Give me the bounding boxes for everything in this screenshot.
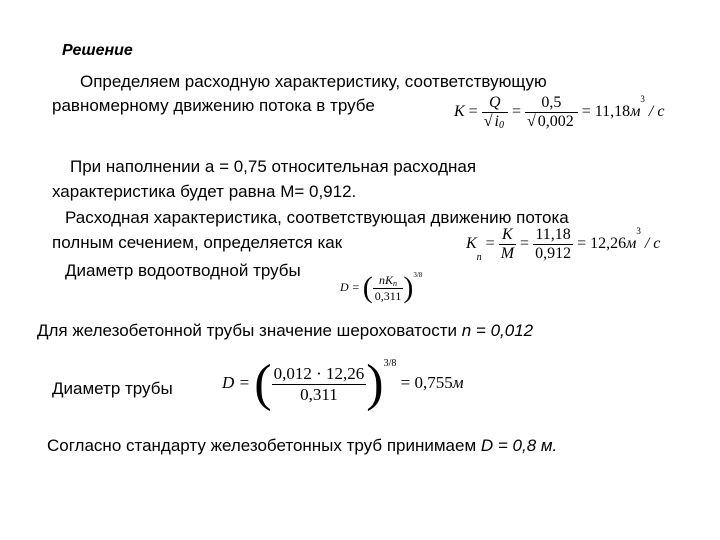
formula-dg-num: nK [379, 272, 394, 287]
formula-dg-power: 3/8 [413, 271, 423, 279]
formula-k-den-sub: 0 [498, 120, 504, 131]
solution-heading: Решение [62, 42, 133, 59]
formula-kp [466, 226, 660, 263]
formula-kp-num: K [499, 226, 516, 245]
formula-k-result: = 11,18 [581, 103, 631, 121]
formula-kp-frac2 [533, 226, 573, 263]
formula-kp-num2: 11,18 [533, 226, 573, 245]
formula-k-eq2: = [511, 103, 521, 121]
formula-k-unit: м [630, 103, 641, 121]
formula-k-unit-sup: 3 [640, 94, 645, 104]
para5-value: n = 0,012 [461, 321, 534, 340]
para2-line2: характеристика будет равна М= 0,912. [52, 182, 357, 201]
formula-dv-result: = 0,755 [400, 372, 453, 392]
formula-dg-lhs: D = [340, 279, 360, 294]
formula-k-frac2: $\frac{0,5}{√ 0,002}$ [525, 94, 578, 131]
para1-line1: Определяем расходную характеристику, соответствующую [80, 72, 547, 91]
formula-kp-den2: 0,912 [535, 245, 572, 262]
para6: Диаметр трубы [52, 379, 173, 398]
formula-dv-den: 0,311 [300, 384, 338, 404]
formula-kp-eq2: = [520, 235, 530, 253]
formula-k-lhs: K [454, 103, 465, 121]
formula-k [454, 94, 664, 131]
para2-line1: При наполнении а = 0,75 относительная расходная [70, 157, 477, 176]
formula-dv-power: 3/8 [383, 358, 397, 369]
formula-kp-eq1: = [485, 235, 495, 253]
formula-k-den: i [494, 113, 499, 130]
formula-kp-unit: м [626, 235, 637, 253]
formula-kp-frac1 [499, 226, 516, 263]
formula-kp-unit-tail: / с [640, 235, 661, 253]
para7-text: Согласно стандарту железобетонных труб принимаем [47, 436, 477, 455]
formula-kp-lhs-sub: п [476, 252, 482, 263]
formula-k-unit-tail: / с [644, 103, 665, 121]
para5 [37, 321, 533, 341]
formula-k-num2: 0,5 [525, 94, 578, 113]
formula-dv-num: 0,012 · 12,26 [273, 363, 365, 383]
formula-k-num: Q [482, 94, 508, 113]
para1-line2: равномерному движению потока в трубе [52, 96, 375, 115]
formula-dg-num-sub: п [393, 278, 398, 288]
formula-kp-result: = 12,26 [577, 235, 627, 253]
para4: Диаметр водоотводной трубы [65, 261, 301, 280]
para5-text: Для железобетонной трубы значение шероховатости [37, 321, 458, 340]
formula-k-eq1: = [468, 103, 478, 121]
formula-kp-lhs: K [466, 235, 477, 253]
formula-kp-den: M [500, 245, 515, 262]
formula-kp-unit-sup: 3 [636, 226, 641, 236]
para3-line1: Расходная характеристика, соответствующая движению потока [65, 208, 569, 227]
formula-dg-den: 0,311 [374, 288, 402, 303]
para7-value: D = 0,8 м. [480, 436, 558, 455]
formula-k-frac1: $\frac{Q}{√ i0}$ [482, 94, 508, 131]
para7 [47, 436, 557, 456]
formula-d-value: D = ( $\frac{0,012 \cdot 12,26}{0,311}$ )$^{3/8}$ = 0,755м [222, 355, 464, 412]
formula-d-general: D = ( $\frac{\text{nKп}}{0,311}$ )$^{3/8}$ [340, 271, 423, 304]
formula-k-den2: 0,002 [537, 113, 574, 130]
formula-dv-lhs: D = [222, 372, 250, 392]
para3-line2: полным сечением, определяется как [52, 233, 343, 252]
formula-dv-unit: м [452, 372, 464, 392]
